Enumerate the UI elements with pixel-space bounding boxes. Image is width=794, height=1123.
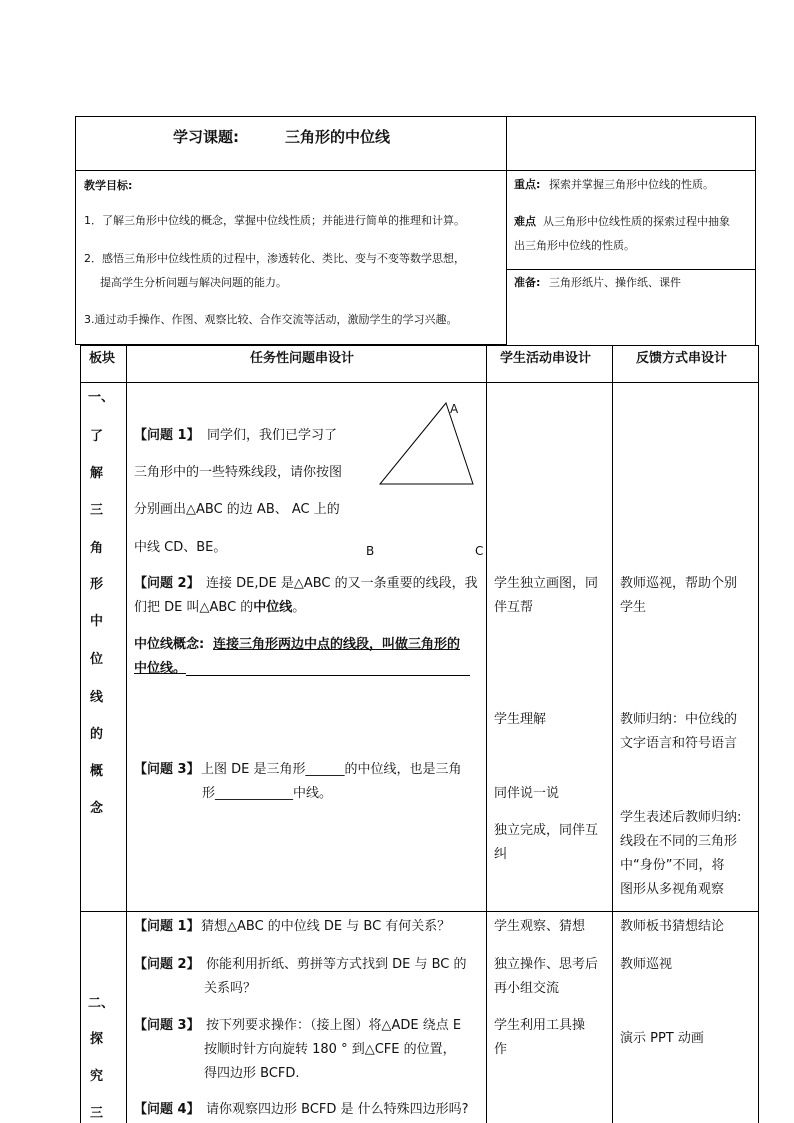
question-label: 【问题 1】 [134, 919, 200, 934]
section-label-char: 三 [90, 503, 104, 518]
section-label-char: 念 [90, 801, 104, 816]
question-text: 形____________中线。 [202, 786, 333, 801]
preparation-text: 三角形纸片、操作纸、课件 [549, 276, 681, 289]
triangle-abc-figure [370, 395, 490, 495]
feedback-text: 教师巡视 [620, 957, 673, 972]
difficult-point-label: 难点 [514, 215, 536, 228]
question-label: 【问题 4】 [134, 1102, 200, 1117]
question-label: 【问题 1】 [134, 428, 200, 443]
objective-item: 3.通过动手操作、作图、观察比较、合作交流等活动，激励学生的学习兴趣。 [84, 313, 458, 326]
underline-rule [186, 675, 470, 676]
question-text: 按下列要求操作：（接上图）将△ADE 绕点 E [206, 1018, 462, 1033]
column-header-feedback: 反馈方式串设计 [636, 351, 728, 366]
feedback-text: 教师板书猜想结论 [620, 919, 725, 934]
concept-definition: 连接三角形两边中点的线段，叫做三角形的 [213, 637, 461, 652]
question-text: 你能利用折纸、剪拼等方式找到 DE 与 BC 的 [206, 957, 467, 972]
activity-text: 独立完成，同伴互 [494, 823, 599, 838]
question-text: 同学们，我们已学习了 [207, 428, 338, 443]
topic-label: 学习课题: [173, 128, 239, 146]
vertex-label-b: B [366, 544, 375, 558]
question-label: 【问题 3】 [134, 762, 200, 777]
section-label-char: 的 [90, 727, 104, 742]
question-text: 们把 DE 叫△ABC 的中位线。 [134, 600, 306, 615]
triangle-abc [380, 403, 473, 484]
feedback-text: 演示 PPT 动画 [620, 1031, 704, 1046]
question-text: 中线 CD、BE。 [134, 540, 227, 555]
activity-text: 学生利用工具操 [494, 1018, 586, 1033]
topic-title: 三角形的中位线 [285, 128, 391, 146]
activity-text: 再小组交流 [494, 981, 560, 996]
preparation-label: 准备: [514, 276, 541, 289]
section-label-char: 二、 [88, 996, 115, 1011]
column-header-activities: 学生活动串设计 [500, 351, 592, 366]
activity-text: 学生观察、猜想 [494, 919, 586, 934]
question-label: 【问题 3】 [134, 1018, 200, 1033]
feedback-text: 线段在不同的三角形 [620, 834, 738, 849]
column-header-section: 板块 [89, 351, 116, 366]
feedback-text: 中“身份”不同，将 [620, 858, 725, 873]
key-point-label: 重点: [514, 178, 541, 191]
feedback-text: 文字语言和符号语言 [620, 736, 738, 751]
column-header-tasks: 任务性问题串设计 [250, 351, 355, 366]
difficult-point-text: 出三角形中位线的性质。 [514, 239, 635, 252]
activity-text: 同伴说一说 [494, 786, 560, 801]
activity-text: 学生理解 [494, 712, 547, 727]
section-label-char: 线 [90, 690, 104, 705]
activity-text: 纠 [494, 847, 508, 862]
section-label-char: 概 [90, 764, 104, 779]
section-label-char: 探 [90, 1032, 104, 1047]
question-label: 【问题 2】 [134, 576, 200, 591]
vertex-label-c: C [475, 544, 484, 558]
section-label-char: 位 [90, 652, 104, 667]
feedback-text: 图形从多视角观察 [620, 882, 725, 897]
section-label-char: 角 [90, 541, 104, 556]
concept-label: 中位线概念: [134, 637, 205, 652]
section-label-char: 一、 [88, 390, 115, 405]
key-point-text: 探索并掌握三角形中位线的性质。 [549, 178, 714, 191]
activity-text: 作 [494, 1042, 508, 1057]
objective-item: 提高学生分析问题与解决问题的能力。 [100, 276, 287, 289]
question-text: 猜想△ABC 的中位线 DE 与 BC 有何关系？ [201, 919, 451, 934]
activity-text: 独立操作、思考后 [494, 957, 599, 972]
section-label-char: 究 [90, 1069, 104, 1084]
question-text: 按顺时针方向旋转 180 ° 到△CFE 的位置， [204, 1042, 456, 1057]
concept-definition: 中位线。 [134, 661, 187, 676]
question-label: 【问题 2】 [134, 957, 200, 972]
question-text: 三角形中的一些特殊线段，请你按图 [134, 465, 343, 480]
section-label-char: 解 [90, 466, 104, 481]
objective-item: 1．了解三角形中位线的概念，掌握中位线性质；并能进行简单的推理和计算。 [84, 214, 465, 227]
question-text: 上图 DE 是三角形______的中位线，也是三角 [201, 762, 462, 777]
feedback-text: 学生表述后教师归纳: [620, 810, 742, 825]
vertex-label-a: A [450, 402, 459, 416]
feedback-text: 教师归纳：中位线的 [620, 712, 738, 727]
objective-item: 2．感悟三角形中位线性质的过程中，渗透转化、类比、变与不变等数学思想， [84, 252, 465, 265]
section-label-char: 中 [90, 614, 104, 629]
section-label-char: 了 [90, 429, 104, 444]
section-label-char: 三 [90, 1106, 104, 1121]
feedback-text: 学生 [620, 600, 647, 615]
question-text: 得四边形 BCFD. [204, 1066, 300, 1081]
question-text: 请你观察四边形 BCFD 是 什么特殊四边形吗? [206, 1102, 469, 1117]
difficult-point-text: 从三角形中位线性质的探索过程中抽象 [543, 215, 730, 228]
question-text: 分别画出△ABC 的边 AB、 AC 上的 [134, 502, 340, 517]
activity-text: 学生独立画图，同 [494, 576, 599, 591]
section-label-char: 形 [90, 577, 104, 592]
activity-text: 伴互帮 [494, 600, 534, 615]
feedback-text: 教师巡视，帮助个别 [620, 576, 738, 591]
question-text: 连接 DE,DE 是△ABC 的又一条重要的线段，我 [206, 576, 478, 591]
objectives-title: 教学目标: [84, 179, 133, 192]
question-text: 关系吗？ [204, 981, 257, 996]
